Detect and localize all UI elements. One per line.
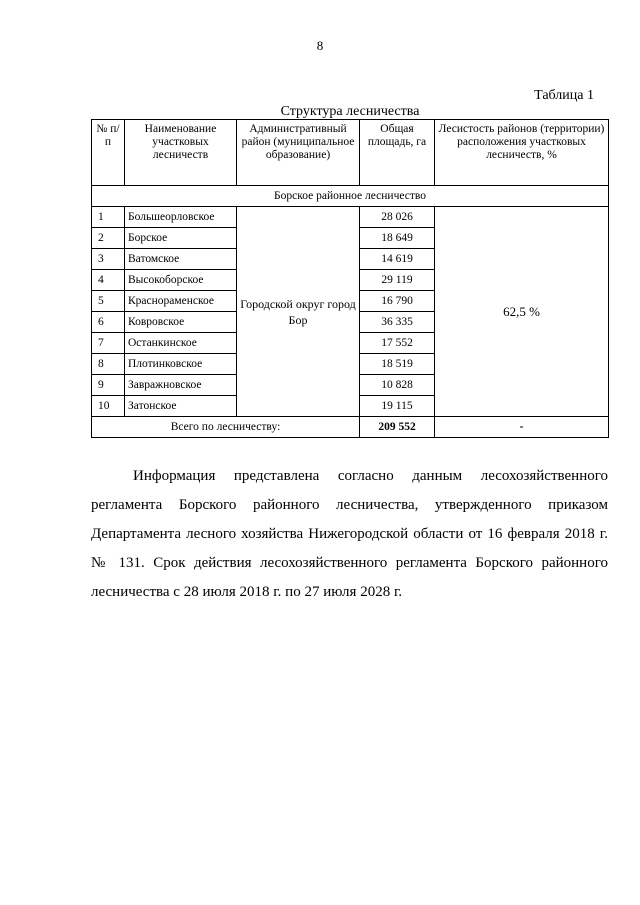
row-area: 16 790 — [360, 291, 435, 312]
body-paragraph: Информация представлена согласно данным лесохозяйственного регламента Борского районного лесничества, утвержденного приказом Департамента лесного хозяйства Нижегородской области от 16 февраля 2018 г. № 131. Срок действия лесохозяйственного регламента Борского районного лесничества с 28 июля 2018 г. по 27 июля 2028 г. — [91, 468, 608, 600]
total-label: Всего по лесничеству: — [92, 417, 360, 438]
table-header-row — [92, 120, 609, 186]
row-number: 4 — [92, 270, 125, 291]
row-number: 5 — [92, 291, 125, 312]
total-row — [92, 417, 609, 438]
row-number: 10 — [92, 396, 125, 417]
row-name: Затонское — [125, 396, 237, 417]
total-area: 209 552 — [360, 417, 435, 438]
row-number: 1 — [92, 207, 125, 228]
admin-area: Городской округ город Бор — [237, 207, 360, 417]
row-area: 18 519 — [360, 354, 435, 375]
header-area: Общая площадь, га — [360, 120, 435, 186]
row-area: 18 649 — [360, 228, 435, 249]
district-row — [92, 186, 609, 207]
table-title: Структура лесничества — [280, 104, 420, 119]
forestry-structure-table — [91, 119, 609, 438]
row-name: Краснораменское — [125, 291, 237, 312]
row-area: 29 119 — [360, 270, 435, 291]
row-number: 2 — [92, 228, 125, 249]
row-name: Высокоборское — [125, 270, 237, 291]
header-coverage: Лесистость районов (территории) расположения участковых лесничеств, % — [435, 120, 609, 186]
row-number: 8 — [92, 354, 125, 375]
row-name: Завражновское — [125, 375, 237, 396]
row-name: Ковровское — [125, 312, 237, 333]
row-number: 7 — [92, 333, 125, 354]
header-name: Наименование участковых лесничеств — [125, 120, 237, 186]
total-coverage: - — [435, 417, 609, 438]
row-name: Большеорловское — [125, 207, 237, 228]
row-name: Борское — [125, 228, 237, 249]
row-name: Останкинское — [125, 333, 237, 354]
row-area: 19 115 — [360, 396, 435, 417]
row-area: 17 552 — [360, 333, 435, 354]
district-name: Борское районное лесничество — [92, 186, 609, 207]
row-area: 14 619 — [360, 249, 435, 270]
row-area: 10 828 — [360, 375, 435, 396]
row-number: 3 — [92, 249, 125, 270]
row-number: 6 — [92, 312, 125, 333]
row-area: 28 026 — [360, 207, 435, 228]
row-number: 9 — [92, 375, 125, 396]
coverage-value: 62,5 % — [435, 207, 609, 417]
page-number: 8 — [316, 38, 324, 53]
row-name: Ватомское — [125, 249, 237, 270]
row-name: Плотинковское — [125, 354, 237, 375]
row-area: 36 335 — [360, 312, 435, 333]
header-admin: Административный район (муниципальное образование) — [237, 120, 360, 186]
header-number: № п/п — [92, 120, 125, 186]
table-label: Таблица 1 — [534, 88, 594, 103]
table-row — [92, 207, 609, 228]
